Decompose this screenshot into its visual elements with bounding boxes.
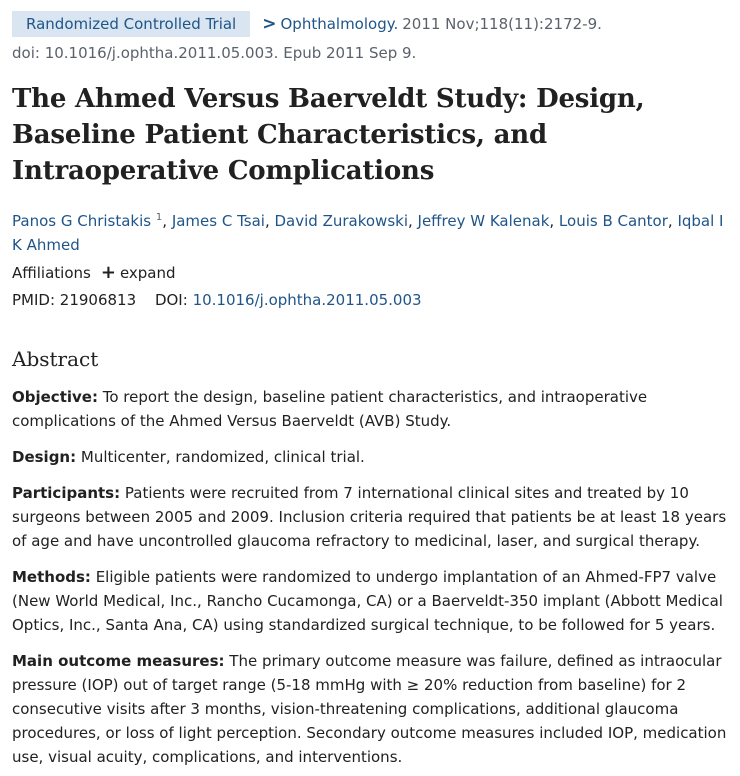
author-list: Panos G Christakis $^1$, James C Tsai, David Zurakowski, Jeffrey W Kalenak, Louis B Cantor, Iqbal I K Ahmed [12, 212, 724, 254]
abstract-heading: Abstract [12, 347, 99, 371]
identifiers [12, 287, 728, 313]
section-label: Participants: [12, 484, 121, 502]
abstract-participants [12, 481, 728, 553]
expand-label: expand [119, 264, 176, 282]
section-label: Objective: [12, 388, 98, 406]
article-title: The Ahmed Versus Baerveldt Study: Design, Baseline Patient Characteristics, and Intraoperative Complications [12, 84, 645, 186]
publication-meta [12, 10, 728, 38]
author-link[interactable]: Iqbal I K Ahmed [12, 212, 724, 254]
section-text: To report the design, baseline patient characteristics, and intraoperative complications of the Ahmed Versus Baerveldt (AVB) Study. [12, 388, 648, 430]
doi-link[interactable]: 10.1016/j.ophtha.2011.05.003 [192, 291, 422, 309]
abstract-methods [12, 565, 728, 637]
journal-link[interactable]: Ophthalmology. [280, 15, 399, 33]
section-text: Multicenter, randomized, clinical trial. [80, 448, 365, 466]
affiliations-row [12, 260, 728, 286]
abstract-objective [12, 385, 728, 433]
citation-text: 2011 Nov;118(11):2172-9. [402, 15, 602, 33]
author-link[interactable]: Louis B Cantor [558, 212, 668, 230]
author-link[interactable]: Panos G Christakis [12, 212, 152, 230]
pmid-label: PMID: [12, 291, 56, 309]
section-text: The primary outcome measure was failure, defined as intraocular pressure (IOP) out of target range (5-18 mmHg with ≥ 20% reduction from baseline) for 2 consecutive visits after 3 months, vision-threatening complications, additional glaucoma procedures, or loss of light perception. Secondary outcome measures included IOP, medication use, visual acuity, complications, and interventions. [12, 652, 727, 766]
section-text: Eligible patients were randomized to undergo implantation of an Ahmed-FP7 valve (New World Medical, Inc., Rancho Cucamonga, CA) or a Baerveldt-350 implant (Abbott Medical Optics, Inc., Santa Ana, CA) using standardized surgical technique, to be followed for 5 years. [12, 568, 723, 634]
abstract-design [12, 445, 728, 469]
section-label: Methods: [12, 568, 91, 586]
affiliation-number[interactable]: 1 [155, 212, 163, 223]
author-link[interactable]: James C Tsai [171, 212, 265, 230]
section-text: Patients were recruited from 7 international clinical sites and treated by 10 surgeons between 2005 and 2009. Inclusion criteria required that patients be at least 18 years of age and have uncontrolled glaucoma refractory to medicinal, laser, and surgical therapy. [12, 484, 727, 550]
doi-label: DOI: [154, 291, 188, 309]
section-label: Main outcome measures: [12, 652, 225, 670]
plus-icon: + [100, 262, 116, 283]
abstract-main-outcome [12, 649, 728, 769]
affiliations-label: Affiliations [12, 264, 91, 282]
publication-type-badge[interactable]: Randomized Controlled Trial [12, 11, 250, 37]
author-link[interactable]: David Zurakowski [274, 212, 408, 230]
section-label: Design: [12, 448, 77, 466]
pmid-value: 21906813 [59, 291, 137, 309]
doi-epub-line: doi: 10.1016/j.ophtha.2011.05.003. Epub 2011 Sep 9. [12, 44, 417, 62]
expand-button[interactable] [101, 260, 176, 286]
chevron-right-icon: > [262, 14, 277, 34]
author-link[interactable]: Jeffrey W Kalenak [417, 212, 550, 230]
abstract-body [12, 385, 728, 769]
